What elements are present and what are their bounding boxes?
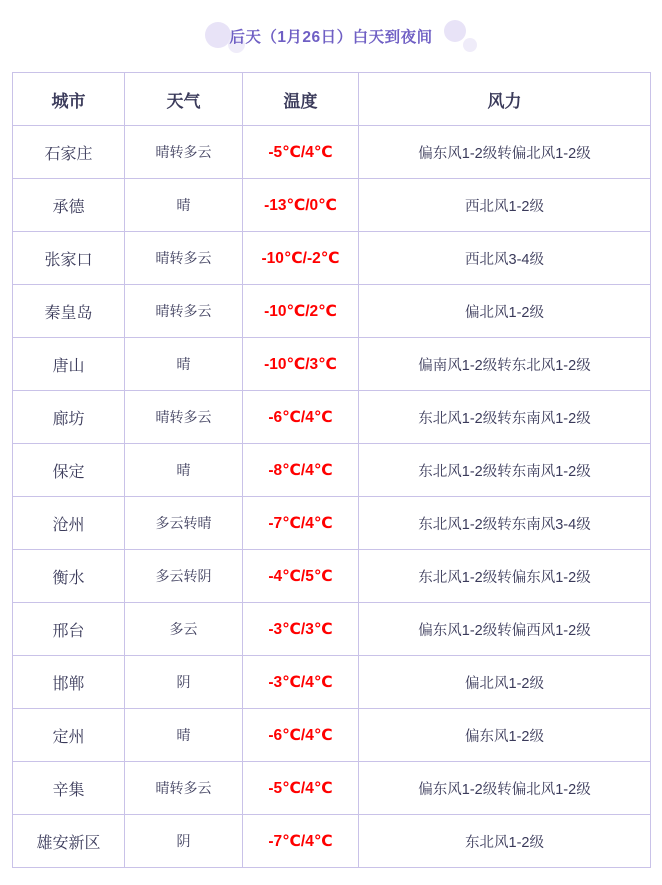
table-row [13,762,651,815]
table-row [13,285,651,338]
cell-temperature: -8℃/4℃ [243,444,359,497]
cell-city: 沧州 [13,497,125,550]
cell-wind: 偏东风1-2级 [359,709,651,762]
table-row [13,232,651,285]
table-row [13,550,651,603]
cell-wind: 西北风1-2级 [359,179,651,232]
cell-weather: 多云 [125,603,243,656]
cell-city: 邢台 [13,603,125,656]
table-body [13,126,651,868]
column-header-wind: 风力 [359,73,651,126]
cell-temperature: -10℃/2℃ [243,285,359,338]
cell-wind: 东北风1-2级转偏东风1-2级 [359,550,651,603]
cell-weather: 晴转多云 [125,391,243,444]
cell-temperature: -7℃/4℃ [243,815,359,868]
cell-temperature: -10℃/3℃ [243,338,359,391]
cell-weather: 晴转多云 [125,232,243,285]
cell-weather: 阴 [125,656,243,709]
cell-city: 秦皇岛 [13,285,125,338]
cell-temperature: -13℃/0℃ [243,179,359,232]
cell-wind: 东北风1-2级转东南风1-2级 [359,391,651,444]
cell-weather: 晴 [125,179,243,232]
cell-temperature: -3℃/4℃ [243,656,359,709]
cell-wind: 东北风1-2级转东南风1-2级 [359,444,651,497]
column-header-weather: 天气 [125,73,243,126]
cell-temperature: -5℃/4℃ [243,126,359,179]
cell-temperature: -5℃/4℃ [243,762,359,815]
page-header [0,0,662,72]
decorative-circle-right-small [463,38,477,52]
forecast-table-container [0,72,662,868]
cell-weather: 晴转多云 [125,285,243,338]
cell-city: 承德 [13,179,125,232]
cell-city: 廊坊 [13,391,125,444]
cell-temperature: -4℃/5℃ [243,550,359,603]
forecast-table [12,72,651,868]
table-row [13,126,651,179]
cell-wind: 偏东风1-2级转偏北风1-2级 [359,762,651,815]
cell-wind: 西北风3-4级 [359,232,651,285]
cell-city: 唐山 [13,338,125,391]
table-row [13,391,651,444]
cell-wind: 偏东风1-2级转偏西风1-2级 [359,603,651,656]
cell-wind: 偏北风1-2级 [359,285,651,338]
cell-temperature: -6℃/4℃ [243,709,359,762]
cell-city: 雄安新区 [13,815,125,868]
column-header-temperature: 温度 [243,73,359,126]
table-row [13,338,651,391]
table-row [13,179,651,232]
cell-city: 辛集 [13,762,125,815]
cell-city: 衡水 [13,550,125,603]
cell-wind: 东北风1-2级 [359,815,651,868]
cell-weather: 多云转晴 [125,497,243,550]
cell-wind: 偏北风1-2级 [359,656,651,709]
cell-weather: 晴 [125,709,243,762]
decorative-circle-right-large [444,20,466,42]
cell-wind: 偏东风1-2级转偏北风1-2级 [359,126,651,179]
table-row [13,444,651,497]
cell-weather: 多云转阴 [125,550,243,603]
page-title: 后天（1月26日）白天到夜间 [229,29,433,46]
column-header-city: 城市 [13,73,125,126]
cell-wind: 偏南风1-2级转东北风1-2级 [359,338,651,391]
cell-weather: 阴 [125,815,243,868]
cell-temperature: -10℃/-2℃ [243,232,359,285]
cell-wind: 东北风1-2级转东南风3-4级 [359,497,651,550]
cell-city: 定州 [13,709,125,762]
table-header-row [13,73,651,126]
table-row [13,656,651,709]
cell-weather: 晴 [125,338,243,391]
table-row [13,709,651,762]
cell-temperature: -6℃/4℃ [243,391,359,444]
table-row [13,603,651,656]
cell-city: 张家口 [13,232,125,285]
cell-weather: 晴转多云 [125,126,243,179]
table-row [13,497,651,550]
cell-temperature: -7℃/4℃ [243,497,359,550]
cell-city: 石家庄 [13,126,125,179]
header-inner [0,0,662,72]
cell-weather: 晴转多云 [125,762,243,815]
cell-city: 保定 [13,444,125,497]
cell-weather: 晴 [125,444,243,497]
cell-temperature: -3℃/3℃ [243,603,359,656]
table-row [13,815,651,868]
cell-city: 邯郸 [13,656,125,709]
table-header [13,73,651,126]
